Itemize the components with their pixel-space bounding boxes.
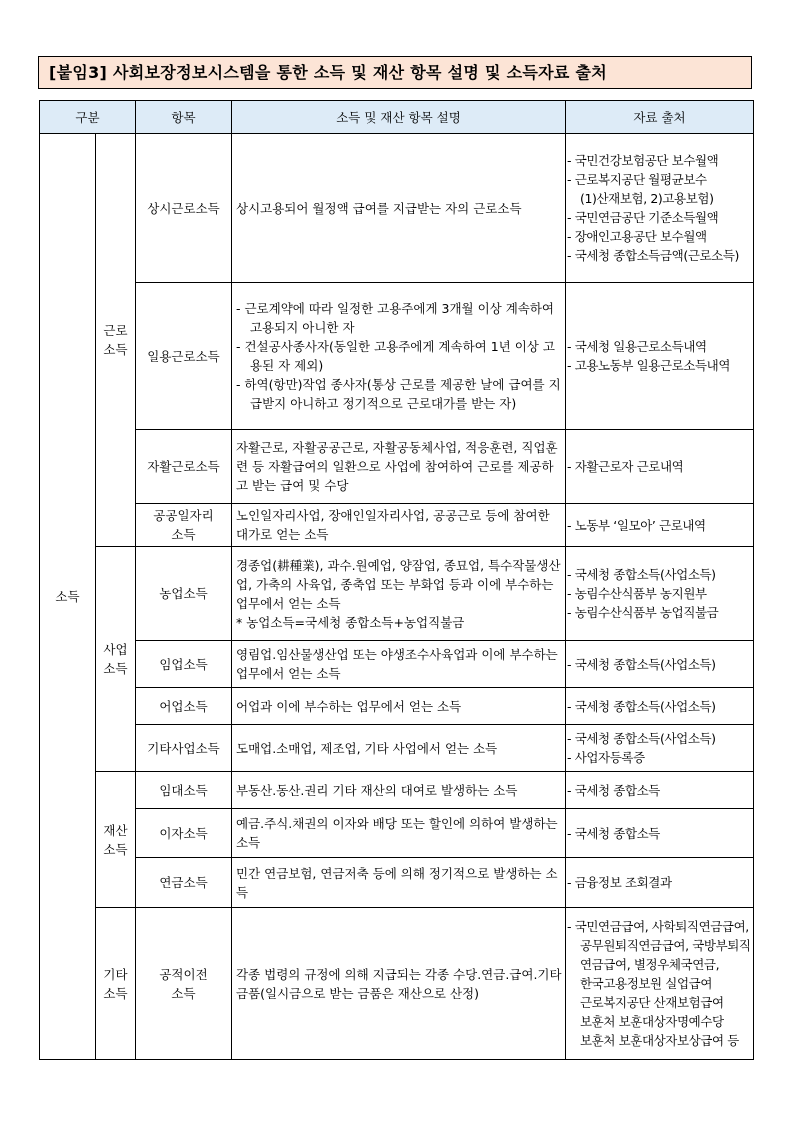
list-item: - 농림수산식품부 농업직불금: [567, 603, 753, 622]
description-text: 각종 법령의 규정에 의해 지급되는 각종 수당.연금.급여.기타금품(일시금으로 받는 금품은 재산으로 산정): [236, 966, 562, 1001]
item-cell: 임대소득: [136, 772, 232, 809]
list-item: - 자활근로자 근로내역: [567, 457, 753, 476]
source-cell: [566, 641, 754, 688]
item-cell: 어업소득: [136, 688, 232, 725]
item-cell: 농업소득: [136, 547, 232, 641]
description-text: 자활근로, 자활공공근로, 자활공동체사업, 적응훈련, 직업훈련 등 자활급여의 일환으로 사업에 참여하여 근로를 제공하고 받는 급여 및 수당: [236, 440, 558, 493]
description-cell: [232, 858, 566, 908]
description-cell: [232, 725, 566, 772]
table-row: [40, 772, 754, 809]
description-cell: [232, 547, 566, 641]
header-description: 소득 및 재산 항목 설명: [232, 101, 566, 134]
header-source: 자료 출처: [566, 101, 754, 134]
table-row: [40, 688, 754, 725]
table-row: [40, 504, 754, 547]
item-cell: 공적이전 소득: [136, 908, 232, 1060]
description-text: 상시고용되어 월정액 급여를 지급받는 자의 근로소득: [236, 200, 522, 216]
item-cell: 공공일자리 소득: [136, 504, 232, 547]
source-list: [567, 873, 753, 892]
header-item: 항목: [136, 101, 232, 134]
list-item: - 국세청 종합소득: [567, 824, 753, 843]
source-list: [567, 337, 753, 375]
table-body: [40, 134, 754, 1060]
table-row: [40, 134, 754, 283]
list-item: - 국세청 종합소득(사업소득): [567, 729, 753, 748]
source-cell: [566, 908, 754, 1060]
list-item: - 국세청 종합소득: [567, 781, 753, 800]
list-item: - 국민건강보험공단 보수월액: [567, 151, 753, 170]
list-item: - 농림수산식품부 농지원부: [567, 584, 753, 603]
description-text: 영림업.임산물생산업 또는 야생조수사육업과 이에 부수하는 업무에서 얻는 소득: [236, 647, 558, 681]
list-item: - 근로계약에 따라 일정한 고용주에게 3개월 이상 계속하여 고용되지 아니한 자: [236, 299, 563, 337]
description-cell: [232, 283, 566, 430]
table-row: [40, 725, 754, 772]
table-row: [40, 547, 754, 641]
description-cell: [232, 688, 566, 725]
list-item: - 국세청 종합소득금액(근로소득): [567, 246, 753, 265]
item-cell: 이자소득: [136, 809, 232, 858]
list-item: - 국민연금급여, 사학퇴직연금급여, 공무원퇴직연금급여, 국방부퇴직 연금급여, 별정우체국연금, 한국고용정보원 실업급여 근로복지공단 산재보험급여 보훈처 보훈대상자명예수당 보훈처 보훈대상자보상급여 등: [567, 917, 753, 1050]
list-item: - 하역(항만)작업 종사자(통상 근로를 제공한 날에 급여를 지급받지 아니하고 정기적으로 근로대가를 받는 자): [236, 375, 563, 413]
item-cell: 임업소득: [136, 641, 232, 688]
list-item: - 장애인고용공단 보수월액: [567, 227, 753, 246]
source-cell: [566, 725, 754, 772]
list-item: - 국세청 일용근로소득내역: [567, 337, 753, 356]
list-item: - 국세청 종합소득(사업소득): [567, 655, 753, 674]
item-cell: 자활근로소득: [136, 430, 232, 504]
description-text: 경종업(耕種業), 과수.원예업, 양잠업, 종묘업, 특수작물생산업, 가축의 사육업, 종축업 또는 부화업 등과 이에 부수하는 업무에서 얻는 소득: [236, 557, 561, 611]
list-item: - 노동부 ‘일모아’ 근로내역: [567, 516, 753, 535]
description-text: 어업과 이에 부수하는 업무에서 얻는 소득: [236, 698, 462, 714]
description-cell: [232, 504, 566, 547]
description-cell: [232, 809, 566, 858]
description-text: 도매업.소매업, 제조업, 기타 사업에서 얻는 소득: [236, 740, 498, 756]
table-row: [40, 908, 754, 1060]
source-cell: [566, 547, 754, 641]
source-list: [567, 655, 753, 674]
table-row: [40, 641, 754, 688]
source-cell: [566, 809, 754, 858]
list-item: - 국민연금공단 기준소득월액: [567, 208, 753, 227]
list-item: - 국세청 종합소득(사업소득): [567, 697, 753, 716]
description-text: 민간 연금보험, 연금저축 등에 의해 정기적으로 발생하는 소득: [236, 865, 558, 900]
table-row: [40, 430, 754, 504]
source-list: [567, 917, 753, 1050]
description-cell: [232, 908, 566, 1060]
page-title: [붙임3] 사회보장정보시스템을 통한 소득 및 재산 항목 설명 및 소득자료 출처: [38, 56, 752, 89]
description-cell: [232, 430, 566, 504]
list-item: - 국세청 종합소득(사업소득): [567, 565, 753, 584]
source-list: [567, 516, 753, 535]
list-item: - 금융정보 조회결과: [567, 873, 753, 892]
source-cell: [566, 504, 754, 547]
source-list: [567, 824, 753, 843]
list-item: - 건설공사종사자(동일한 고용주에게 계속하여 1년 이상 고용된 자 제외): [236, 337, 563, 375]
source-cell: [566, 772, 754, 809]
description-cell: [232, 641, 566, 688]
source-cell: [566, 283, 754, 430]
table-row: [40, 809, 754, 858]
list-item: - 고용노동부 일용근로소득내역: [567, 356, 753, 375]
table-row: [40, 858, 754, 908]
description-text: 노인일자리사업, 장애인일자리사업, 공공근로 등에 참여한 대가로 얻는 소득: [236, 508, 550, 542]
note-text: * 농업소득=국세청 종합소득+농업직불금: [236, 613, 563, 632]
category-income-cell: 소득: [40, 134, 96, 1060]
source-list: [567, 697, 753, 716]
item-cell: 기타사업소득: [136, 725, 232, 772]
description-cell: [232, 134, 566, 283]
source-list: [567, 781, 753, 800]
description-text: 예금.주식.채권의 이자와 배당 또는 할인에 의하여 발생하는 소득: [236, 816, 558, 850]
table-row: [40, 283, 754, 430]
group-cell: 기타 소득: [96, 908, 136, 1060]
description-cell: [232, 772, 566, 809]
income-table: [39, 100, 754, 1060]
source-list: [567, 151, 753, 265]
item-cell: 연금소득: [136, 858, 232, 908]
source-cell: [566, 688, 754, 725]
source-cell: [566, 858, 754, 908]
source-list: [567, 729, 753, 767]
list-item: - 사업자등록증: [567, 748, 753, 767]
group-cell: 재산 소득: [96, 772, 136, 908]
item-cell: 상시근로소득: [136, 134, 232, 283]
header-category: 구분: [40, 101, 136, 134]
list-item: - 근로복지공단 월평균보수 (1)산재보험, 2)고용보험): [567, 170, 753, 208]
source-list: [567, 565, 753, 622]
item-cell: 일용근로소득: [136, 283, 232, 430]
source-list: [567, 457, 753, 476]
description-list: [236, 299, 563, 413]
group-cell: 사업 소득: [96, 547, 136, 772]
description-text: 부동산.동산.권리 기타 재산의 대여로 발생하는 소득: [236, 782, 518, 798]
source-cell: [566, 430, 754, 504]
table-header-row: [40, 101, 754, 134]
source-cell: [566, 134, 754, 283]
group-cell: 근로 소득: [96, 134, 136, 547]
